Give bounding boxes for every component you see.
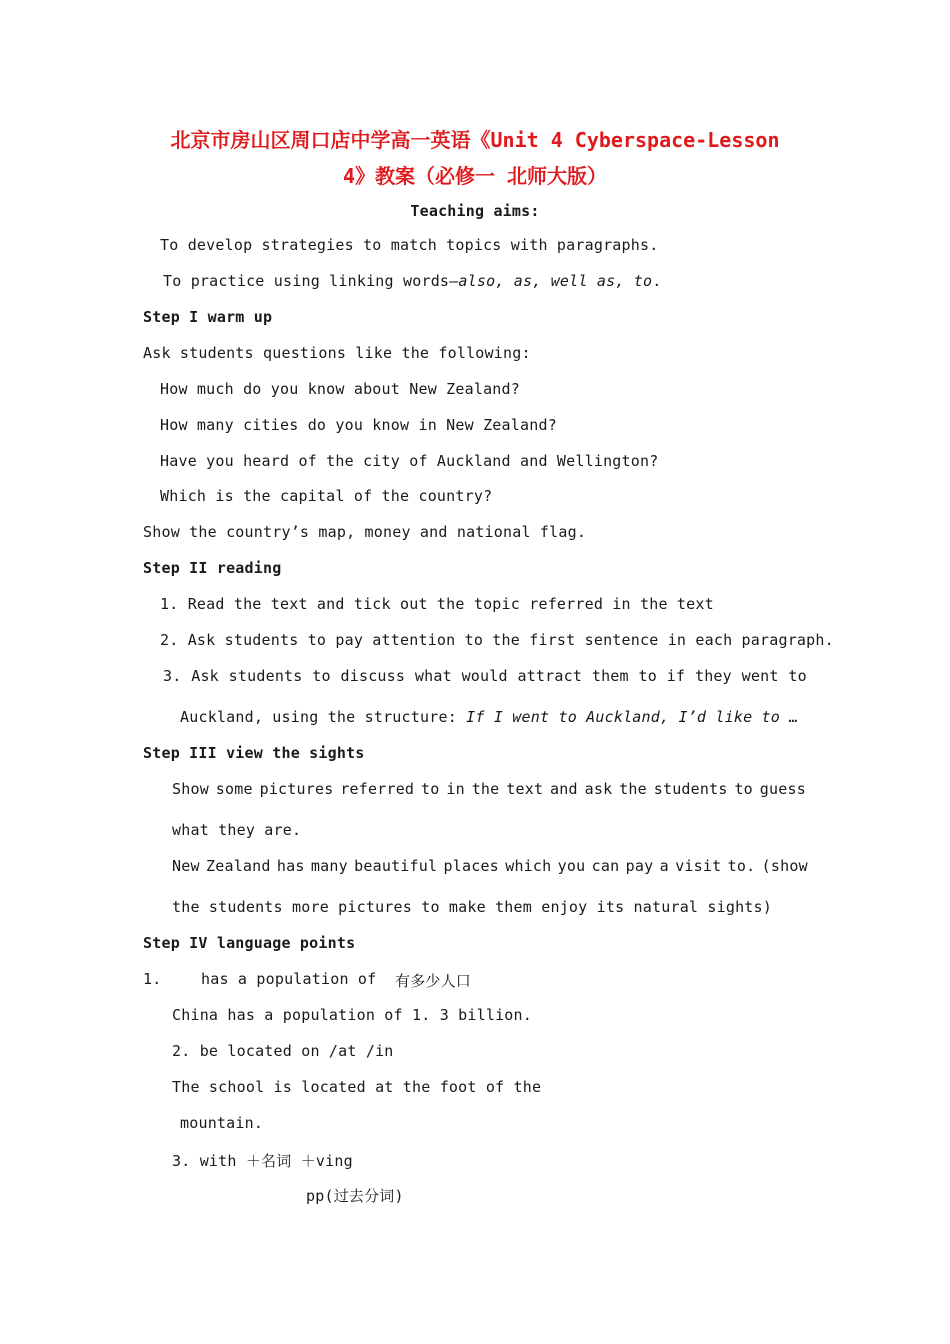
sights-para-2: New Zealand has many beautiful places which you can pay a visit to. (show bbox=[172, 857, 808, 875]
reading-item-3-cont: Auckland, using the structure: If I went to Auckland, I’d like to … bbox=[180, 708, 799, 726]
reading-item-3: 3. Ask students to discuss what would attract them to if they went to bbox=[163, 667, 807, 685]
step-1-intro: Ask students questions like the following: bbox=[143, 344, 531, 362]
point-2-example-line-1: The school is located at the foot of the bbox=[172, 1078, 542, 1096]
point-3-sub: pp(过去分词) bbox=[306, 1187, 404, 1205]
step-3-heading: Step III view the sights bbox=[143, 744, 365, 762]
sights-para-2-cont: the students more pictures to make them enjoy its natural sights) bbox=[172, 898, 772, 916]
document-title-line-2: 4》教案（必修一 北师大版） bbox=[342, 164, 608, 188]
point-2: 2. be located on /at /in bbox=[172, 1042, 394, 1060]
question-4: Which is the capital of the country? bbox=[160, 487, 493, 505]
step-1-show: Show the country’s map, money and national flag. bbox=[143, 523, 587, 541]
point-2-example-line-2: mountain. bbox=[180, 1114, 264, 1132]
document-title-line-1: 北京市房山区周口店中学高一英语《Unit 4 Cyberspace-Lesson bbox=[170, 128, 780, 152]
step-2-heading: Step II reading bbox=[143, 559, 282, 577]
question-1: How much do you know about New Zealand? bbox=[160, 380, 520, 398]
step-4-heading: Step IV language points bbox=[143, 934, 356, 952]
question-3: Have you heard of the city of Auckland and Wellington? bbox=[160, 452, 659, 470]
point-1-meaning: 有多少人口 bbox=[395, 972, 472, 990]
sights-para-1: Show some pictures referred to in the text and ask the students to guess bbox=[172, 780, 806, 798]
point-1-phrase: has a population of bbox=[201, 970, 377, 988]
aim-1: To develop strategies to match topics with paragraphs. bbox=[160, 236, 659, 254]
point-1-number: 1. bbox=[143, 970, 162, 988]
step-1-heading: Step I warm up bbox=[143, 308, 273, 326]
reading-item-2: 2. Ask students to pay attention to the first sentence in each paragraph. bbox=[160, 631, 834, 649]
point-1-example: China has a population of 1. 3 billion. bbox=[172, 1006, 532, 1024]
point-3: 3. with ＋名词 ＋ving bbox=[172, 1152, 353, 1170]
question-2: How many cities do you know in New Zealand? bbox=[160, 416, 557, 434]
teaching-aims-heading: Teaching aims: bbox=[410, 202, 540, 220]
aim-2: To practice using linking words—also, as, well as, to. bbox=[163, 272, 662, 290]
sights-para-1-cont: what they are. bbox=[172, 821, 302, 839]
reading-item-1: 1. Read the text and tick out the topic referred in the text bbox=[160, 595, 714, 613]
